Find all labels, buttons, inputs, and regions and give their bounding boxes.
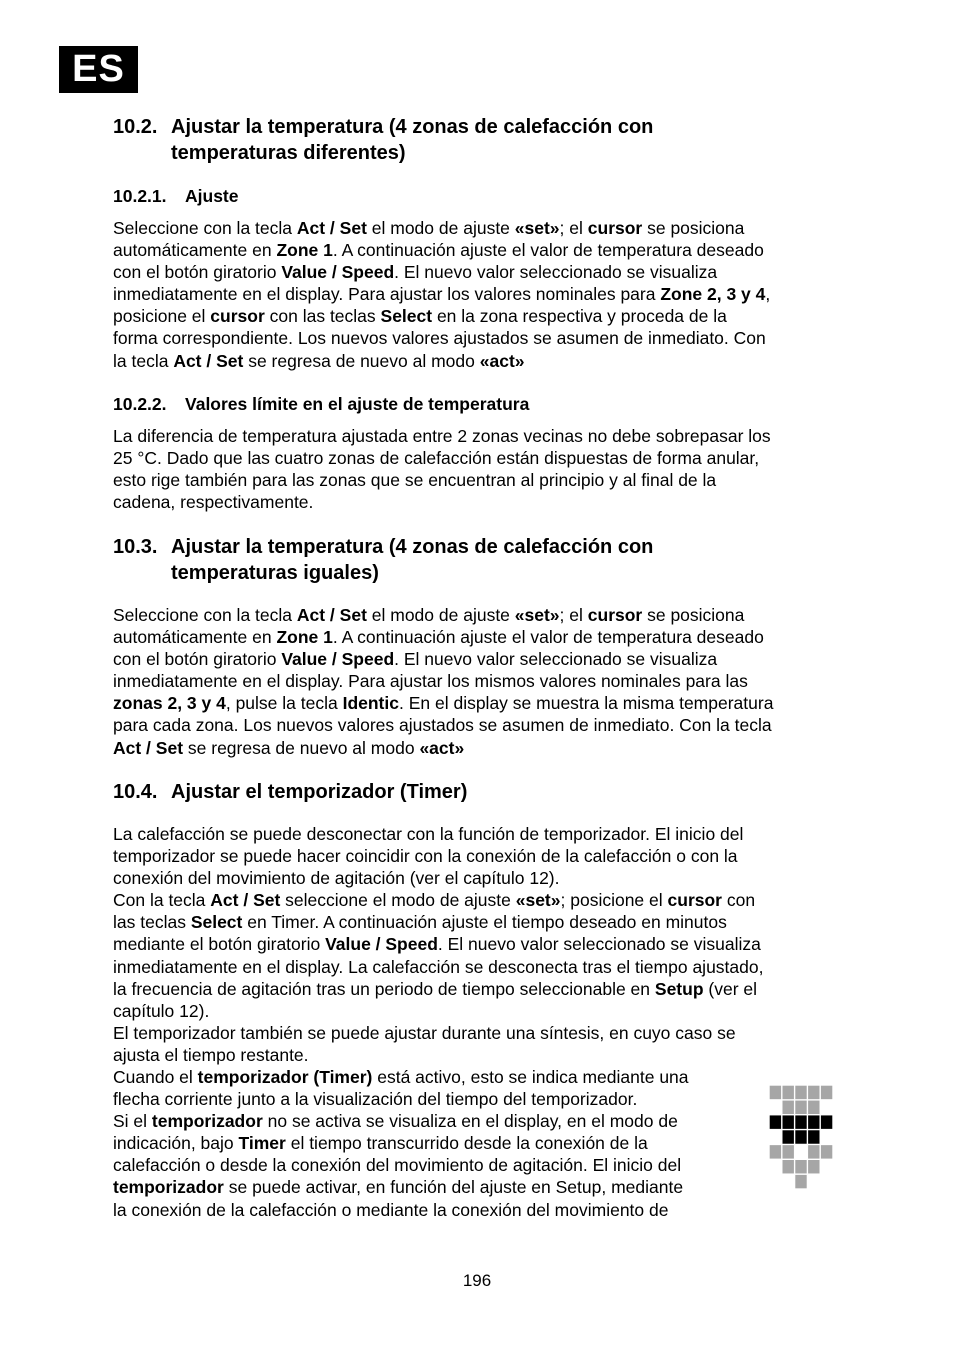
text-line [113,447,848,469]
text-run: (ver el [703,978,757,999]
text-run: ajusta el tiempo restante. [113,1044,309,1065]
arrow-pixel [770,1145,781,1158]
arrow-pixel [783,1086,794,1099]
text-run: El temporizador también se puede ajustar durante una síntesis, en cuyo caso se [113,1022,736,1043]
bold-term: Zone 2, 3 y 4 [660,284,766,305]
text-run: el modo de ajuste [366,605,515,625]
text-run: La calefacción se puede desconectar con la función de temporizador. El inicio del [113,824,744,844]
text-run: con [721,890,756,911]
text-line [113,327,848,349]
bold-term: «set» [514,605,560,625]
text-run: en Timer. A continuación ajuste el tiempo deseado en minutos [242,912,727,933]
bold-term: Value / Speed [325,934,438,955]
text-run: se posiciona [642,605,745,625]
bold-term: cursor [667,890,722,911]
text-line [113,692,848,714]
text-run: 25 °C. Dado que las cuatro zonas de calefacción están dispuestas de forma anular, [113,448,760,469]
text-line [113,867,848,889]
bold-term: temporizador (Timer) [197,1067,373,1087]
text-line [113,911,848,933]
bold-term: Act / Set [296,218,367,238]
text-line [113,425,848,447]
text-run: automáticamente en [113,627,277,648]
bold-term: Act / Set [210,890,281,911]
bold-term: temporizador [151,1111,263,1132]
bold-term: Value / Speed [281,262,395,283]
arrow-pixel [795,1115,806,1128]
text-line [113,261,848,283]
heading-number: 10.4. [113,781,158,803]
text-run: Cuando el [113,1067,198,1087]
arrow-pixel [783,1145,794,1158]
bold-term: «set» [514,218,560,238]
text-run: las teclas [113,912,191,933]
bold-term: zonas 2, 3 y 4 [113,693,226,714]
text-run: no se activa se visualiza en el display, en el modo de [262,1111,678,1132]
text-run: mediante el botón giratorio [113,934,326,955]
text-run: . El nuevo valor seleccionado se visualiza [437,934,761,955]
text-line [113,1154,753,1176]
text-run: . El nuevo valor seleccionado se visualiza [394,649,718,670]
text-run: automáticamente en [113,240,277,261]
arrow-pixel [783,1101,794,1114]
text-line [113,1132,753,1154]
text-run: La diferencia de temperatura ajustada entre 2 zonas vecinas no debe sobrepasar los [113,426,771,446]
paragraph-10-3 [113,604,848,759]
bold-term: temporizador [113,1177,224,1198]
text-run: con el botón giratorio [113,262,282,283]
arrow-pixel [783,1130,794,1143]
heading-title: Ajuste [185,186,239,206]
text-run: ; posicione el [560,890,668,911]
bold-term: Setup [654,978,704,999]
text-line [113,714,848,736]
text-run: . En el display se muestra la misma temperatura [398,693,774,714]
heading-title: Ajustar el temporizador (Timer) [171,781,468,803]
text-run: , pulse la tecla [225,693,343,714]
text-line [113,305,848,327]
heading-line-1: Ajustar la temperatura (4 zonas de calefacción con [171,536,654,558]
text-line [113,956,848,978]
text-run: el modo de ajuste [366,218,515,238]
bold-term: Timer [238,1133,286,1154]
text-line [113,350,848,372]
arrow-pixel [808,1130,819,1143]
heading-line-1: Ajustar la temperatura (4 zonas de calefacción con [171,116,654,138]
text-run: esto rige también para las zonas que se encuentran al principio y al final de la [113,470,717,491]
text-line [113,978,848,1000]
text-run: inmediatamente en el display. Para ajustar los valores nominales para [113,284,661,305]
arrow-pixel [783,1115,794,1128]
heading-10-3 [113,534,833,586]
text-line [113,283,848,305]
arrow-pixel [808,1115,819,1128]
text-run: Si el [113,1111,152,1132]
text-line [113,1044,848,1066]
arrow-pixel [808,1101,819,1114]
arrow-pixel [808,1160,819,1173]
text-line [113,933,848,955]
text-run: seleccione el modo de ajuste [280,890,516,911]
text-line [113,1088,753,1110]
text-run: el tiempo transcurrido desde la conexión de la [285,1133,648,1154]
arrow-pixel [770,1086,781,1099]
heading-10-4 [113,779,833,805]
text-run: conexión del movimiento de agitación (ver el capítulo 12). [113,868,560,889]
paragraph-10-2-2 [113,425,848,513]
text-line [113,823,848,845]
text-run: , [765,284,771,305]
text-run: la tecla [113,350,174,371]
text-line [113,239,848,261]
text-run: forma correspondiente. Los nuevos valores ajustados se asumen de inmediato. Con [113,328,766,349]
bold-term: Act / Set [296,605,367,625]
text-line [113,1199,753,1221]
arrow-pixel [770,1115,781,1128]
arrow-pixel [821,1145,832,1158]
heading-number: 10.2.2. [113,394,167,414]
page-number: 196 [462,1271,492,1290]
heading-10-2-2 [113,393,833,415]
text-run: ; el [559,218,588,238]
arrow-pixel [808,1145,819,1158]
heading-line-2: temperaturas diferentes) [171,142,406,164]
text-run: Con la tecla [113,890,211,911]
text-run: se posiciona [642,218,745,238]
text-run: está activo, esto se indica mediante una [372,1067,689,1087]
text-run: cadena, respectivamente. [113,492,314,513]
heading-number: 10.2. [113,116,158,138]
paragraph-10-4-timer-indicator [113,1066,753,1221]
bold-term: Select [380,306,433,327]
text-line [113,1176,753,1198]
pixel-arrow-down-icon [769,1085,833,1189]
heading-number: 10.2.1. [113,186,167,206]
text-run: para cada zona. Los nuevos valores ajustados se asumen de inmediato. Con la tecla [113,715,772,736]
text-run: calefacción o desde la conexión del movimiento de agitación. El inicio del [113,1155,682,1176]
arrow-pixel [795,1101,806,1114]
bold-term: Zone 1 [276,240,333,261]
text-run: se regresa de nuevo al modo [243,350,480,371]
text-line [113,1066,753,1088]
text-line [113,889,848,911]
arrow-pixel [795,1160,806,1173]
bold-term: Act / Set [173,350,244,371]
arrow-pixel [795,1175,806,1188]
text-run: se regresa de nuevo al modo [183,737,420,758]
heading-title: Valores límite en el ajuste de temperatura [185,394,530,414]
text-run: Seleccione con la tecla [113,218,297,238]
text-line [113,469,848,491]
text-line [113,626,848,648]
text-run: posicione el [113,306,211,327]
bold-term: Value / Speed [281,649,395,670]
text-line [113,491,848,513]
text-run: con las teclas [264,306,381,327]
text-run: se puede activar, en función del ajuste en Setup, mediante [223,1177,684,1198]
text-line [113,737,848,759]
arrow-pixel [795,1130,806,1143]
bold-term: «act» [419,737,465,758]
arrow-pixel [808,1086,819,1099]
bold-term: cursor [210,306,265,327]
arrow-pixel [821,1086,832,1099]
text-line [113,1110,753,1132]
bold-term: Select [190,912,243,933]
bold-term: cursor [587,605,643,625]
text-run: la conexión de la calefacción o mediante la conexión del movimiento de [113,1199,669,1220]
text-run: Seleccione con la tecla [113,605,297,625]
text-line [113,604,848,626]
text-run: flecha corriente junto a la visualización del tiempo del temporizador. [113,1089,638,1110]
text-run: inmediatamente en el display. La calefacción se desconecta tras el tiempo ajustado, [113,956,764,977]
text-line [113,1022,848,1044]
bold-term: Identic [342,693,399,714]
paragraph-10-4 [113,823,848,1066]
text-line [113,648,848,670]
arrow-pixel [821,1115,832,1128]
heading-10-2-1 [113,185,833,207]
bold-term: «set» [515,890,561,911]
text-line [113,845,848,867]
heading-number: 10.3. [113,536,158,558]
bold-term: Act / Set [113,737,184,758]
bold-term: Zone 1 [276,627,333,648]
text-run: capítulo 12). [113,1000,210,1021]
text-run: inmediatamente en el display. Para ajustar los mismos valores nominales para las [113,671,748,692]
text-line [113,217,848,239]
text-run: con el botón giratorio [113,649,282,670]
paragraph-10-2-1 [113,217,848,372]
text-run: . A continuación ajuste el valor de temperatura deseado [332,240,764,261]
text-line [113,1000,848,1022]
bold-term: «act» [479,350,525,371]
text-run: en la zona respectiva y proceda de la [432,306,727,327]
text-run: . El nuevo valor seleccionado se visualiza [394,262,718,283]
text-line [113,670,848,692]
heading-10-2 [113,114,833,166]
text-run: . A continuación ajuste el valor de temperatura deseado [332,627,764,648]
text-run: la frecuencia de agitación tras un periodo de tiempo seleccionable en [113,978,655,999]
heading-line-2: temperaturas iguales) [171,562,379,584]
text-run: temporizador se puede hacer coincidir con la conexión de la calefacción o con la [113,846,738,867]
arrow-pixel [783,1160,794,1173]
arrow-pixel [795,1086,806,1099]
text-run: ; el [559,605,588,625]
text-run: indicación, bajo [113,1133,239,1154]
bold-term: cursor [587,218,643,238]
language-badge: ES [59,46,138,93]
